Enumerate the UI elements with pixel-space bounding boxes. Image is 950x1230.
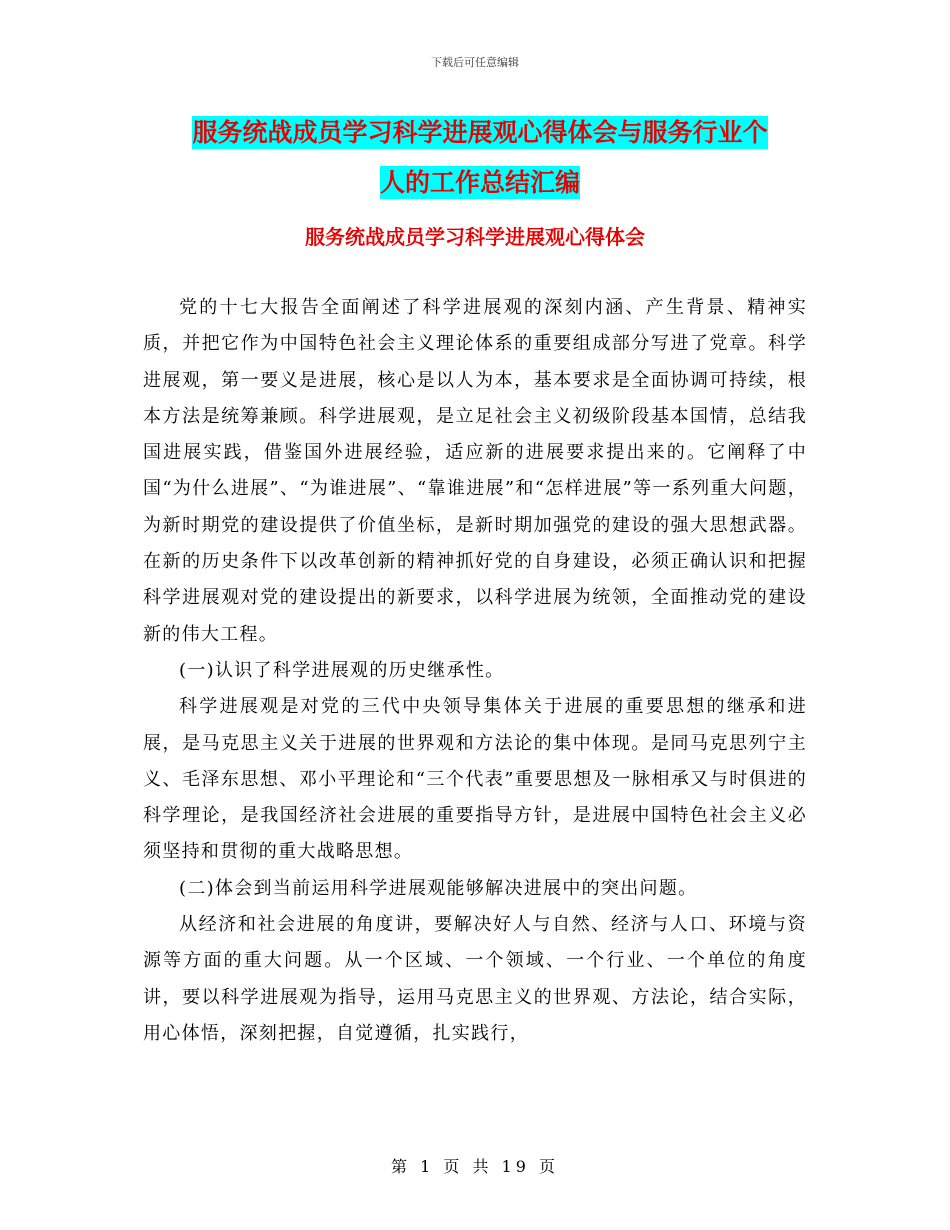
section-title: 服务统战成员学习科学进展观心得体会 <box>305 225 645 249</box>
body-paragraph: 从经济和社会进展的角度讲，要解决好人与自然、经济与人口、环境与资源等方面的重大问题。从一个区域、一个领域、一个行业、一个单位的角度讲，要以科学进展观为指导，运用马克思主义的世界观、方法论，结合实际，用心体悟，深刻把握，自觉遵循，扎实践行， <box>143 914 807 1044</box>
body-paragraph: (一)认识了科学进展观的历史继承性。 <box>179 659 505 681</box>
body-paragraph: (二)体会到当前运用科学进展观能够解决进展中的突出问题。 <box>179 877 698 899</box>
body-paragraph: 党的十七大报告全面阐述了科学进展观的深刻内涵、产生背景、精神实质，并把它作为中国特色社会主义理论体系的重要组成部分写进了党章。科学进展观，第一要义是进展，核心是以人为本，基本要求是全面协调可持续，根本方法是统筹兼顾。科学进展观，是立足社会主义初级阶段基本国情，总结我国进展实践，借鉴国外进展经验，适应新的进展要求提出来的。它阐释了中国“为什么进展”、“为谁进展”、“靠谁进展”和“怎样进展”等一系列重大问题，为新时期党的建设提供了价值坐标，是新时期加强党的建设的强大思想武器。在新的历史条件下以改革创新的精神抓好党的自身建设，必须正确认识和把握科学进展观对党的建设提出的新要求，以科学进展为统领，全面推动党的建设新的伟大工程。 <box>143 297 807 645</box>
document-body <box>143 290 807 1052</box>
document-title-line-1: 服务统战成员学习科学进展观心得体会与服务行业个 <box>192 118 768 147</box>
page-number: 第 1 页 共 19 页 <box>391 1157 559 1176</box>
page-header-note: 下载后可任意编辑 <box>431 56 519 69</box>
document-title-line-2: 人的工作总结汇编 <box>379 168 580 197</box>
body-paragraph: 科学进展观是对党的三代中央领导集体关于进展的重要思想的继承和进展，是马克思主义关于进展的世界观和方法论的集中体现。是同马克思列宁主义、毛泽东思想、邓小平理论和“三个代表”重要思想及一脉相承又与时俱进的科学理论，是我国经济社会进展的重要指导方针，是进展中国特色社会主义必须坚持和贯彻的重大战略思想。 <box>143 696 807 863</box>
document-title <box>150 108 810 208</box>
